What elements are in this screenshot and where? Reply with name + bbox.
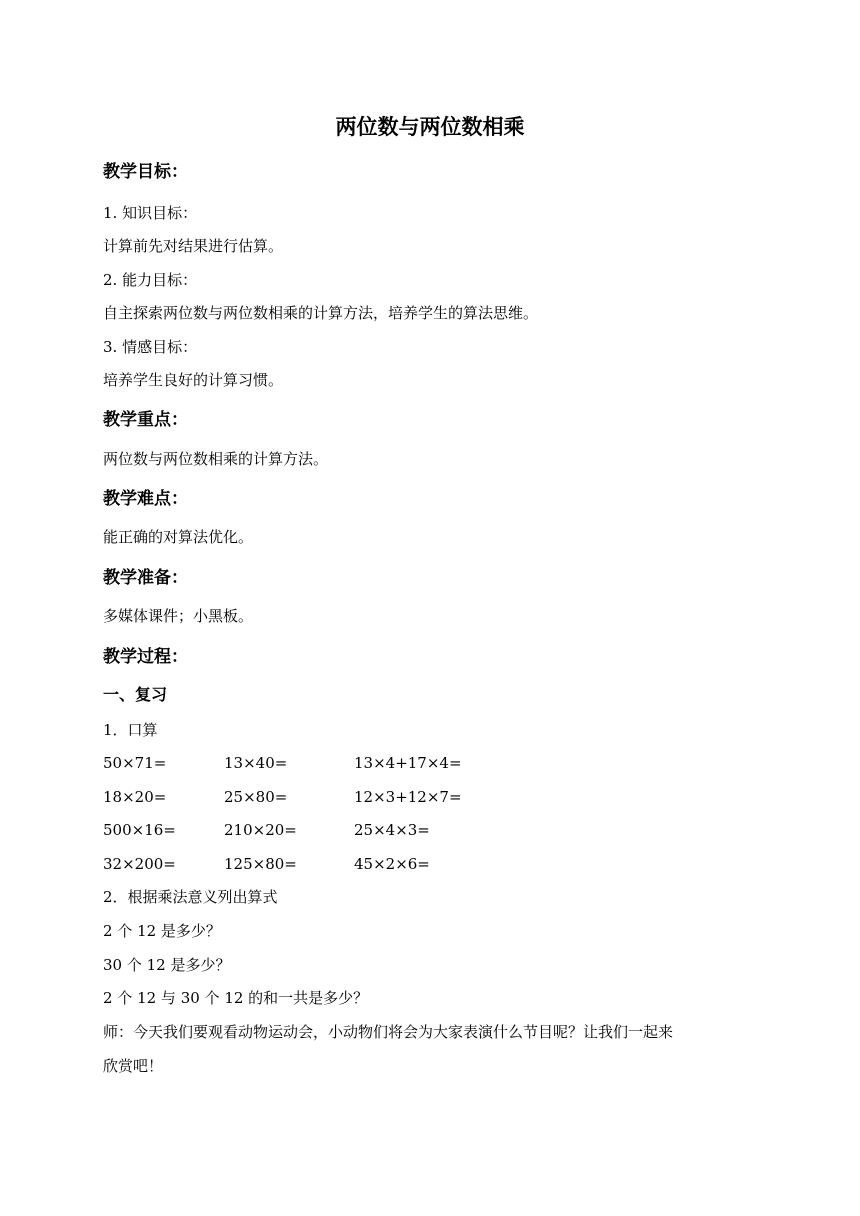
oral-calc-item: 18×20= bbox=[103, 788, 167, 806]
goals-heading: 教学目标： bbox=[103, 162, 188, 182]
document-title: 两位数与两位数相乘 bbox=[335, 115, 525, 139]
oral-calc-item: 50×71= bbox=[103, 754, 167, 772]
goal-knowledge-text: 计算前先对结果进行估算。 bbox=[103, 237, 284, 255]
oral-calc-item: 210×20= bbox=[224, 821, 297, 839]
multiplication-meaning-label: 2．根据乘法意义列出算式 bbox=[103, 888, 278, 906]
question-1: 2 个 12 是多少？ bbox=[103, 922, 221, 940]
oral-calc-item: 25×80= bbox=[224, 788, 288, 806]
key-points-heading: 教学重点： bbox=[103, 410, 188, 430]
preparation-text: 多媒体课件；小黑板。 bbox=[103, 607, 254, 625]
oral-calc-item: 25×4×3= bbox=[354, 821, 430, 839]
question-3: 2 个 12 与 30 个 12 的和一共是多少？ bbox=[103, 989, 369, 1007]
oral-calc-label: 1．口算 bbox=[103, 721, 158, 739]
review-heading: 一、复习 bbox=[103, 685, 168, 704]
oral-calc-item: 13×40= bbox=[224, 754, 288, 772]
oral-calc-item: 12×3+12×7= bbox=[354, 788, 462, 806]
question-2: 30 个 12 是多少？ bbox=[103, 956, 231, 974]
goal-ability-label: 2. 能力目标： bbox=[103, 271, 198, 289]
difficulties-heading: 教学难点： bbox=[103, 489, 188, 509]
oral-calc-item: 32×200= bbox=[103, 855, 176, 873]
oral-calc-item: 500×16= bbox=[103, 821, 176, 839]
teacher-intro-line-2: 欣赏吧！ bbox=[103, 1057, 164, 1075]
process-heading: 教学过程： bbox=[103, 647, 188, 667]
key-points-text: 两位数与两位数相乘的计算方法。 bbox=[103, 450, 329, 468]
oral-calc-item: 45×2×6= bbox=[354, 855, 430, 873]
goal-emotion-text: 培养学生良好的计算习惯。 bbox=[103, 371, 284, 389]
goal-emotion-label: 3. 情感目标： bbox=[103, 338, 198, 356]
preparation-heading: 教学准备： bbox=[103, 568, 188, 588]
teacher-intro-line-1: 师：今天我们要观看动物运动会，小动物们将会为大家表演什么节目呢？让我们一起来 bbox=[103, 1023, 674, 1041]
goal-knowledge-label: 1. 知识目标： bbox=[103, 204, 198, 222]
oral-calc-item: 125×80= bbox=[224, 855, 297, 873]
difficulties-text: 能正确的对算法优化。 bbox=[103, 528, 254, 546]
goal-ability-text: 自主探索两位数与两位数相乘的计算方法，培养学生的算法思维。 bbox=[103, 304, 539, 322]
oral-calc-item: 13×4+17×4= bbox=[354, 754, 462, 772]
